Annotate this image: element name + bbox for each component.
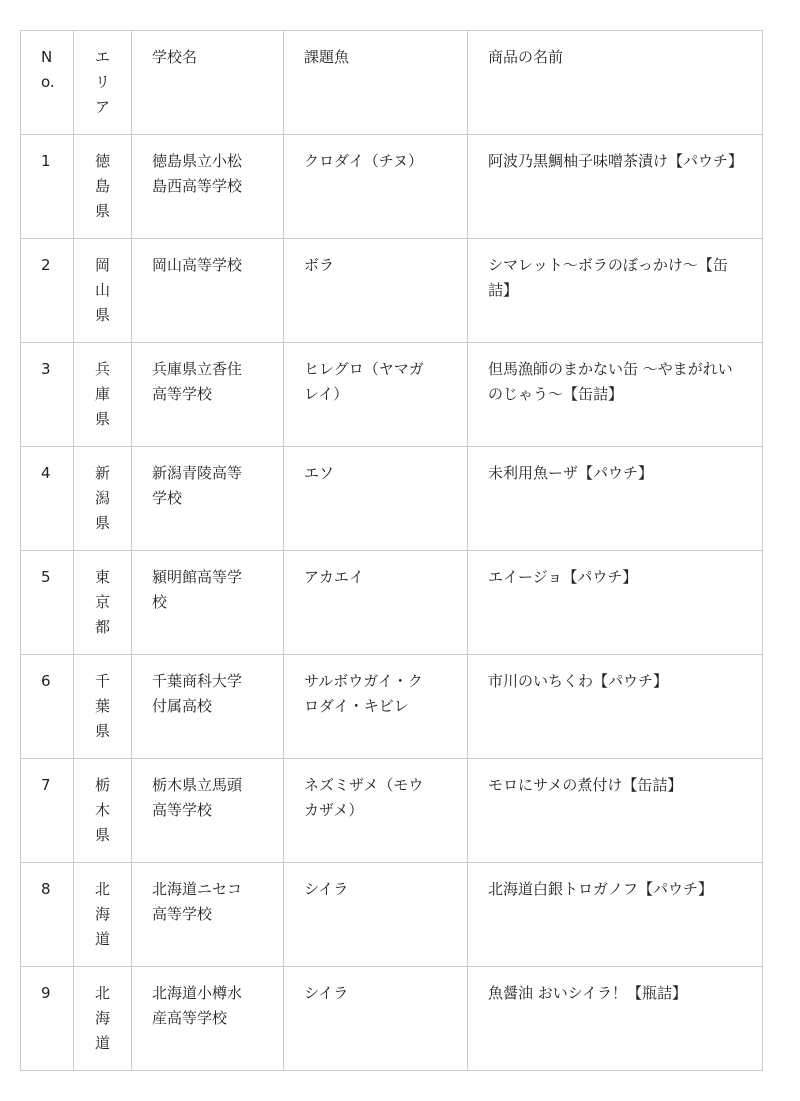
table-row — [21, 239, 763, 343]
cell-no — [21, 967, 74, 1071]
cell-area-text: 千葉県 — [95, 672, 111, 740]
cell-product: 魚醤油 おいシイラ！【瓶詰】 — [468, 967, 763, 1071]
cell-area — [74, 655, 132, 759]
cell-area — [74, 135, 132, 239]
cell-fish: クロダイ（チヌ） — [284, 135, 468, 239]
table-row — [21, 135, 763, 239]
cell-product: エイージョ【パウチ】 — [468, 551, 763, 655]
cell-no-text: 1 — [41, 152, 51, 170]
header-no — [21, 31, 74, 135]
header-area — [74, 31, 132, 135]
table-row — [21, 759, 763, 863]
cell-area — [74, 239, 132, 343]
cell-no — [21, 655, 74, 759]
cell-area-text: 北海道 — [95, 880, 111, 948]
cell-no — [21, 551, 74, 655]
cell-area-text: 栃木県 — [95, 776, 111, 844]
cell-no-text: 7 — [41, 776, 51, 794]
table-row — [21, 655, 763, 759]
cell-no-text: 9 — [41, 984, 51, 1002]
cell-area — [74, 863, 132, 967]
cell-no-text: 5 — [41, 568, 51, 586]
cell-no-text: 6 — [41, 672, 51, 690]
table-row — [21, 863, 763, 967]
cell-no-text: 3 — [41, 360, 51, 378]
cell-no-text: 4 — [41, 464, 51, 482]
cell-school: 新潟青陵高等学校 — [132, 447, 284, 551]
cell-no — [21, 863, 74, 967]
cell-school: 兵庫県立香住高等学校 — [132, 343, 284, 447]
cell-product: 但馬漁師のまかない缶 〜やまがれいのじゃう〜【缶詰】 — [468, 343, 763, 447]
header-product: 商品の名前 — [468, 31, 763, 135]
cell-area-text: 新潟県 — [95, 464, 111, 532]
cell-fish: シイラ — [284, 863, 468, 967]
cell-fish: エソ — [284, 447, 468, 551]
cell-area-text: 徳島県 — [95, 152, 111, 220]
cell-product: 阿波乃黒鯛柚子味噌茶漬け【パウチ】 — [468, 135, 763, 239]
cell-school: 千葉商科大学付属高校 — [132, 655, 284, 759]
cell-fish: ネズミザメ（モウカザメ） — [284, 759, 468, 863]
cell-no-text: 8 — [41, 880, 51, 898]
cell-fish: サルボウガイ・クロダイ・キビレ — [284, 655, 468, 759]
cell-school: 潁明館高等学校 — [132, 551, 284, 655]
table-row — [21, 551, 763, 655]
cell-area — [74, 343, 132, 447]
cell-no — [21, 447, 74, 551]
table-body — [21, 31, 763, 1071]
cell-area-text: 東京都 — [95, 568, 111, 636]
header-row — [21, 31, 763, 135]
cell-school: 栃木県立馬頭高等学校 — [132, 759, 284, 863]
cell-area — [74, 551, 132, 655]
cell-area-text: 岡山県 — [95, 256, 111, 324]
cell-fish: ボラ — [284, 239, 468, 343]
header-no-label: No. — [41, 48, 55, 91]
cell-product: 未利用魚ーザ【パウチ】 — [468, 447, 763, 551]
cell-area — [74, 759, 132, 863]
cell-product: シマレット〜ボラのぼっかけ〜【缶詰】 — [468, 239, 763, 343]
cell-fish: ヒレグロ（ヤマガレイ） — [284, 343, 468, 447]
table-row — [21, 343, 763, 447]
cell-product: 北海道白銀トロガノフ【パウチ】 — [468, 863, 763, 967]
cell-school: 徳島県立小松島西高等学校 — [132, 135, 284, 239]
cell-no-text: 2 — [41, 256, 51, 274]
cell-no — [21, 135, 74, 239]
cell-school: 岡山高等学校 — [132, 239, 284, 343]
header-fish: 課題魚 — [284, 31, 468, 135]
cell-product: モロにサメの煮付け【缶詰】 — [468, 759, 763, 863]
table-row — [21, 967, 763, 1071]
cell-school: 北海道ニセコ高等学校 — [132, 863, 284, 967]
table-row — [21, 447, 763, 551]
cell-fish: シイラ — [284, 967, 468, 1071]
cell-fish: アカエイ — [284, 551, 468, 655]
cell-product: 市川のいちくわ【パウチ】 — [468, 655, 763, 759]
cell-area — [74, 967, 132, 1071]
cell-no — [21, 343, 74, 447]
cell-area — [74, 447, 132, 551]
header-school: 学校名 — [132, 31, 284, 135]
school-products-table — [20, 30, 763, 1071]
cell-no — [21, 239, 74, 343]
cell-area-text: 兵庫県 — [95, 360, 111, 428]
header-area-label: エリア — [95, 48, 111, 116]
cell-area-text: 北海道 — [95, 984, 111, 1052]
cell-no — [21, 759, 74, 863]
cell-school: 北海道小樽水産高等学校 — [132, 967, 284, 1071]
